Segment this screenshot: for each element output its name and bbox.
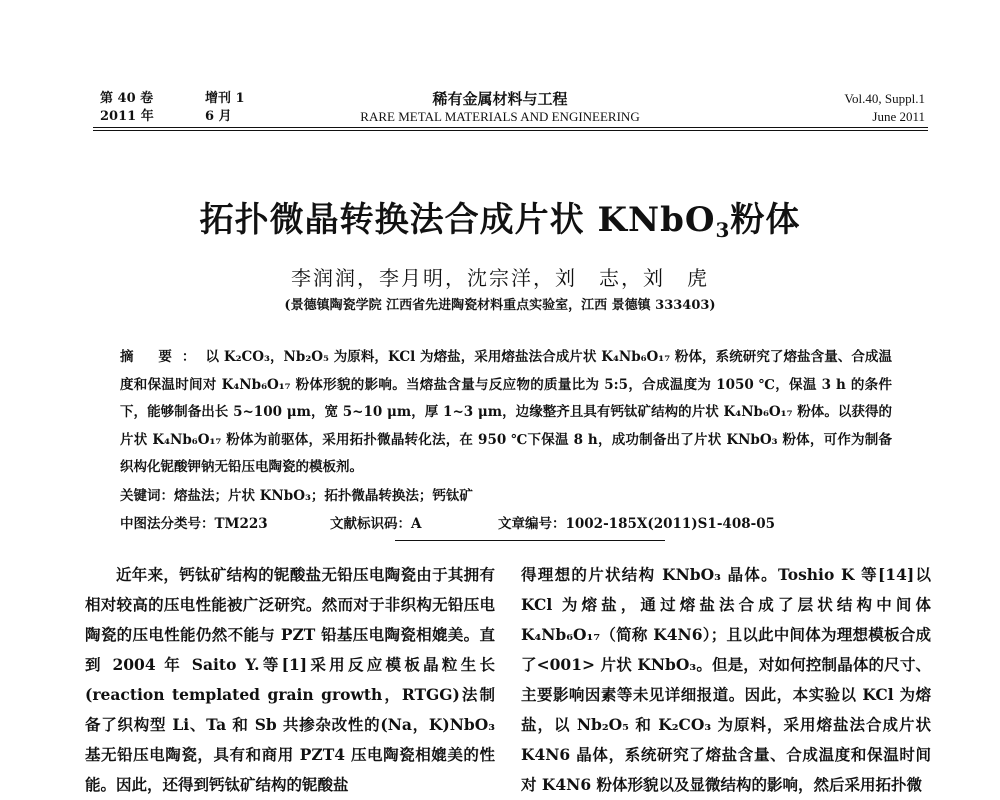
affiliation: (景德镇陶瓷学院 江西省先进陶瓷材料重点实验室，江西 景德镇 333403): [284, 298, 716, 313]
clc-number: 中图法分类号：TM223: [120, 516, 268, 532]
body-paragraph-right: 得理想的片状结构 KNbO₃ 晶体。Toshio K 等[14]以 KCl 为熔盐，通过熔盐法合成了层状结构中间体 K₄Nb₆O₁₇（简称 K4N6）；且以此中间体为理想模板合成了<001> 片状 KNbO₃。但是，对如何控制晶体的尺寸、主要影响因素等未见详细报道。因此，本实验以 KCl 为熔盐，以 Nb₂O₅ 和 K₂CO₃ 为原料，采用熔盐法合成片状 K4N6 晶体，系统研究了熔盐含量、合成温度和保温时间对 K4N6 粉体形貌以及显微结构的影响，然后采用拓扑微: [521, 565, 931, 794]
body-paragraph-left: 近年来，钙钛矿结构的铌酸盐无铅压电陶瓷由于其拥有相对较高的压电性能被广泛研究。然而对于非织构无铅压电陶瓷的压电性能仍然不能与 PZT 铅基压电陶瓷相媲美。直到 2004 年 Saito Y.等[1]采用反应模板晶粒生长(reaction templated grain growth，RTGG)法制备了织构型 Li、Ta 和 Sb 共掺杂改性的(Na，K)NbO₃ 基无铅压电陶瓷，具有和商用 PZT4 压电陶瓷相媲美的性能。因此，还得到钙钛矿结构的铌酸盐: [85, 565, 495, 794]
issue-cn: 增刊 1: [205, 91, 245, 106]
title-tail: 粉体: [730, 200, 801, 240]
month-cn: 6 月: [205, 109, 232, 124]
abstract: [120, 344, 892, 482]
abstract-text: 以 K₂CO₃，Nb₂O₅ 为原料，KCl 为熔盐，采用熔盐法合成片状 K₄Nb₆O₁₇ 粉体，系统研究了熔盐含量、合成温度和保温时间对 K₄Nb₆O₁₇ 粉体形貌的影响。当熔盐含量与反应物的质量比为 5:5，合成温度为 1050 ℃，保温 3 h 的条件下，能够制备出长 5~100 μm，宽 5~10 μm，厚 1~3 μm，边缘整齐且具有钙钛矿结构的片状 K₄Nb₆O₁₇ 粉体。以获得的片状 K₄Nb₆O₁₇ 粉体为前驱体，采用拓扑微晶转化法，在 950 ℃下保温 8 h，成功制备出了片状 KNbO₃ 粉体，可作为制备织构化铌酸钾钠无铅压电陶瓷的模板剂。: [120, 349, 892, 475]
header-rule-double: [93, 130, 928, 131]
year-cn: 2011 年: [100, 109, 154, 124]
section-divider: [395, 540, 665, 541]
title-subscript: 3: [715, 218, 731, 242]
keywords: [120, 484, 892, 504]
authors: 李润润，李月明，沈宗洋，刘 志，刘 虎: [291, 266, 709, 290]
volume-cn: 第 40 卷: [100, 91, 154, 106]
keywords-text: 熔盐法；片状 KNbO₃；拓扑微晶转换法；钙钛矿: [174, 488, 473, 504]
paper-title: [0, 192, 1000, 242]
body-column-left: [85, 560, 495, 800]
date-en: June 2011: [872, 109, 925, 124]
volume-info-en: [844, 90, 925, 126]
classification-line: [120, 512, 892, 532]
volume-en: Vol.40, Suppl.1: [844, 91, 925, 106]
body-column-right: [521, 560, 931, 800]
journal-name-cn: 稀有金属材料与工程: [432, 90, 568, 108]
article-number: 文章编号：1002-185X(2011)S1-408-05: [498, 516, 775, 532]
abstract-label: 摘 要：: [120, 349, 206, 365]
document-code: 文献标识码：A: [330, 516, 422, 532]
journal-name-en: RARE METAL MATERIALS AND ENGINEERING: [360, 109, 640, 124]
title-main: 拓扑微晶转换法合成片状 KNbO: [199, 200, 716, 240]
keywords-label: 关键词：: [120, 488, 174, 504]
header-rule: [93, 127, 928, 128]
